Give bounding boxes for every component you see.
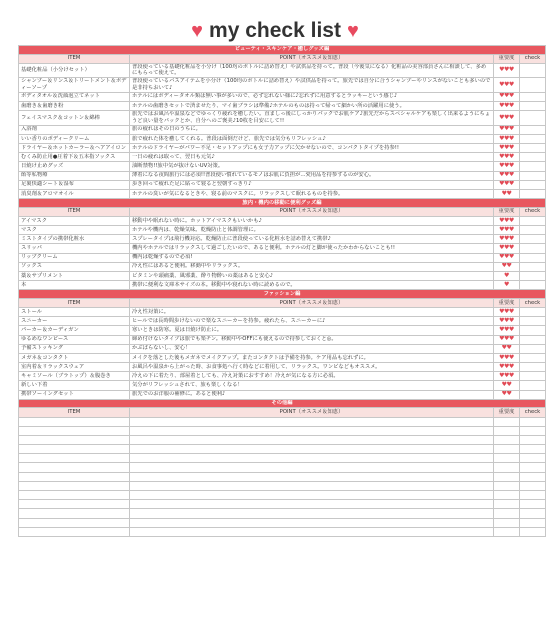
column-header-item: ITEM (19, 54, 130, 63)
priority-rating (494, 454, 520, 463)
check-cell[interactable] (520, 335, 546, 344)
point-cell: 機内は乾燥するので必須! (130, 253, 494, 262)
priority-rating: ♥♥♥ (494, 353, 520, 362)
point-cell: 旅先でのお洋服の補修に。あると便利♪ (130, 390, 494, 399)
blank-row (19, 509, 546, 518)
column-header-priority: 重要度 (494, 54, 520, 63)
blank-row (19, 426, 546, 435)
table-row (19, 271, 546, 280)
item-cell (19, 518, 130, 527)
priority-rating: ♥♥♥ (494, 171, 520, 180)
priority-rating: ♥ (494, 271, 520, 280)
item-cell (19, 454, 130, 463)
priority-rating (494, 426, 520, 435)
blank-row (19, 463, 546, 472)
point-cell: 機内やホテルではリラックスして過ごしたいので、あると便利。ホテルの灯と脚が使ったかわからないことも!! (130, 244, 494, 253)
check-cell[interactable] (520, 509, 546, 518)
blank-row (19, 445, 546, 454)
item-cell: パーカー＆カーディガン (19, 326, 130, 335)
table-row (19, 63, 546, 78)
item-cell: 新しい下着 (19, 381, 130, 390)
check-cell[interactable] (520, 426, 546, 435)
table-row (19, 134, 546, 143)
point-cell (130, 491, 494, 500)
item-cell (19, 491, 130, 500)
check-cell[interactable] (520, 78, 546, 93)
check-cell[interactable] (520, 244, 546, 253)
item-cell: 飴等私物療 (19, 171, 130, 180)
check-cell[interactable] (520, 171, 546, 180)
priority-rating (494, 481, 520, 490)
table-row (19, 78, 546, 93)
priority-rating: ♥♥♥ (494, 63, 520, 78)
check-cell[interactable] (520, 63, 546, 78)
check-cell[interactable] (520, 111, 546, 126)
point-cell (130, 481, 494, 490)
point-cell (130, 500, 494, 509)
check-cell[interactable] (520, 527, 546, 536)
priority-rating: ♥♥♥ (494, 244, 520, 253)
point-cell: お風呂や温泉から上がった時、お食事処へ行く時などに着用して、リラックス。ワンピなどもオススメ。 (130, 363, 494, 372)
point-cell: ヒールでは長時間歩けないので楽なスニーカーを持参。疲れたら、スニーカーに♪ (130, 317, 494, 326)
priority-rating: ♥♥♥ (494, 101, 520, 110)
check-cell[interactable] (520, 344, 546, 353)
table-row (19, 281, 546, 290)
priority-rating: ♥♥♥ (494, 307, 520, 316)
point-cell: 締め付けないタイプは旅でも楽チン。移動中やOFFにも使えるので持参しておくと◎。 (130, 335, 494, 344)
table-row (19, 92, 546, 101)
priority-rating (494, 500, 520, 509)
column-header-item: ITEM (19, 408, 130, 417)
check-cell[interactable] (520, 253, 546, 262)
item-cell (19, 426, 130, 435)
item-cell (19, 527, 130, 536)
priority-rating (494, 518, 520, 527)
priority-rating: ♥♥♥ (494, 216, 520, 225)
column-header-priority: 重要度 (494, 408, 520, 417)
table-row (19, 390, 546, 399)
priority-rating (494, 417, 520, 426)
column-header-check: check (520, 408, 546, 417)
item-cell: 基礎化粧品（小分けセット） (19, 63, 130, 78)
column-header-priority: 重要度 (494, 207, 520, 216)
column-header-point: POINT（オススメ＆知恵） (130, 54, 494, 63)
point-cell: 移動中や眠れない時に。ホットアイマスクもいいかも♪ (130, 216, 494, 225)
blank-row (19, 481, 546, 490)
table-row (19, 153, 546, 162)
point-cell: ビタミンや頭痛薬、風邪薬、酔り物酔いの薬はあると安心♪ (130, 271, 494, 280)
blank-row (19, 527, 546, 536)
point-cell: 冷えの下に着たり、部屋着としても、冷え対策におすすめ！冷えが気になる方に必須。 (130, 372, 494, 381)
item-cell (19, 445, 130, 454)
item-cell: ミストタイプの携帯化粧水 (19, 235, 130, 244)
check-cell[interactable] (520, 162, 546, 171)
table-row (19, 317, 546, 326)
priority-rating: ♥♥♥ (494, 162, 520, 171)
check-cell[interactable] (520, 500, 546, 509)
priority-rating: ♥♥♥ (494, 125, 520, 134)
priority-rating: ♥♥♥ (494, 372, 520, 381)
point-cell: 気分がリフレッシュされて、旅も楽しくなる！ (130, 381, 494, 390)
item-cell: 歯磨き＆歯磨き粉 (19, 101, 130, 110)
priority-rating (494, 435, 520, 444)
check-cell[interactable] (520, 454, 546, 463)
point-cell: 携帯に便利な文庫本サイズの本。移動中や寝れない時に読めるので。 (130, 281, 494, 290)
point-cell: 歩き回って疲れた足に貼って寝ると翌朝すっきり♪ (130, 180, 494, 189)
item-cell (19, 472, 130, 481)
priority-rating: ♥♥♥ (494, 134, 520, 143)
table-row (19, 143, 546, 152)
check-cell[interactable] (520, 281, 546, 290)
priority-rating: ♥♥♥ (494, 335, 520, 344)
item-cell: 携帯ソーイングセット (19, 390, 130, 399)
check-cell[interactable] (520, 353, 546, 362)
table-row (19, 381, 546, 390)
point-cell: 普段使っている基礎化粧品を小分け（100均のボトルに詰め替え）や試供品を持って。普段（今後気になる）化粧品の美容部員さんに相談して、多めにもらって使えて。 (130, 63, 494, 78)
check-cell[interactable] (520, 125, 546, 134)
item-cell (19, 417, 130, 426)
check-cell[interactable] (520, 189, 546, 198)
point-cell (130, 509, 494, 518)
table-row (19, 162, 546, 171)
check-cell[interactable] (520, 180, 546, 189)
check-cell[interactable] (520, 445, 546, 454)
point-cell: 冷え性対策に。 (130, 307, 494, 316)
check-cell[interactable] (520, 417, 546, 426)
section-header-row (19, 399, 546, 408)
column-header-point: POINT（オススメ＆知恵） (130, 408, 494, 417)
item-cell: 予備ストッキング (19, 344, 130, 353)
blank-row (19, 417, 546, 426)
table-row (19, 101, 546, 110)
priority-rating (494, 472, 520, 481)
table-row (19, 225, 546, 234)
point-cell: 一日の疲れは取って、翌日も元気♪ (130, 153, 494, 162)
item-cell: ソックス (19, 262, 130, 271)
column-header-point: POINT（オススメ＆知恵） (130, 207, 494, 216)
title-text: my check list (209, 19, 341, 42)
blank-row (19, 491, 546, 500)
checklist-sheet (18, 45, 545, 537)
heart-icon: ♥ (191, 20, 204, 42)
item-cell (19, 509, 130, 518)
check-cell[interactable] (520, 143, 546, 152)
item-cell: むくみ防止用●圧着下＆五本指ソックス (19, 153, 130, 162)
item-cell: 室内着＆リラックスウェア (19, 363, 130, 372)
check-cell[interactable] (520, 235, 546, 244)
check-cell[interactable] (520, 271, 546, 280)
priority-rating (494, 445, 520, 454)
table-row (19, 262, 546, 271)
point-cell: かぶばらないし、安心！ (130, 344, 494, 353)
item-cell: キャミソール（ブラトップ）＆腹巻き (19, 372, 130, 381)
priority-rating: ♥♥ (494, 390, 520, 399)
point-cell (130, 463, 494, 472)
item-cell: 入浴剤 (19, 125, 130, 134)
priority-rating: ♥♥ (494, 189, 520, 198)
check-cell[interactable] (520, 472, 546, 481)
point-cell: 寒いときは防寒。夏は日焼け防止に。 (130, 326, 494, 335)
point-cell: ホテルの歯磨きセットで済ませたり、マイ歯ブラシは準備♪ホテルのものは持って帰って細かい所の活躍用に使う。 (130, 101, 494, 110)
column-header-row (19, 54, 546, 63)
check-cell[interactable] (520, 518, 546, 527)
column-header-check: check (520, 207, 546, 216)
item-cell: ドライヤー＆ホットカーラー＆ヘアアイロン (19, 143, 130, 152)
point-cell: 普段使っているバスアイテムを小分け（100均のボトルに詰め替え）や試供品を持って。旅先では自分に合うシャンプーやリンスがないことも多いので是非持ちおいて♪ (130, 78, 494, 93)
check-cell[interactable] (520, 262, 546, 271)
table-row (19, 216, 546, 225)
priority-rating: ♥♥ (494, 262, 520, 271)
table-row (19, 372, 546, 381)
point-cell (130, 435, 494, 444)
point-cell (130, 445, 494, 454)
priority-rating: ♥♥♥ (494, 235, 520, 244)
page-title (191, 14, 359, 48)
priority-rating: ♥♥♥ (494, 143, 520, 152)
check-cell[interactable] (520, 381, 546, 390)
item-cell: マスク (19, 225, 130, 234)
item-cell (19, 435, 130, 444)
table-row (19, 111, 546, 126)
table-row (19, 326, 546, 335)
item-cell: 足裏快適シート＆湿布 (19, 180, 130, 189)
check-cell[interactable] (520, 326, 546, 335)
check-cell[interactable] (520, 101, 546, 110)
item-cell: アイマスク (19, 216, 130, 225)
point-cell: 旅で疲れた体を癒してくれる。普段は面倒だけど、旅先では気分もリフレッシュ♪ (130, 134, 494, 143)
point-cell (130, 472, 494, 481)
check-cell[interactable] (520, 491, 546, 500)
priority-rating (494, 509, 520, 518)
priority-rating (494, 463, 520, 472)
title-bar (0, 14, 550, 48)
item-cell: 薬＆サプリメント (19, 271, 130, 280)
point-cell: 薄着になる夜間旅行には必須!!普段使い慣れているモノはお肌に負担が...愛用品を持参するのが安心。 (130, 171, 494, 180)
blank-row (19, 435, 546, 444)
item-cell: 消臭剤＆アロマオイル (19, 189, 130, 198)
check-cell[interactable] (520, 134, 546, 143)
check-cell[interactable] (520, 225, 546, 234)
priority-rating (494, 491, 520, 500)
table-row (19, 235, 546, 244)
item-cell: リップクリーム (19, 253, 130, 262)
column-header-row (19, 207, 546, 216)
table-row (19, 363, 546, 372)
item-cell: ボディタオル＆洗顔泡立てネット (19, 92, 130, 101)
point-cell: メイクを落とした後もメガネでメイクアップ。またコンタクトは予備を持参。ケア用品も忘れずに。 (130, 353, 494, 362)
table-row (19, 244, 546, 253)
item-cell: 日焼け止めグッズ (19, 162, 130, 171)
section-header-row (19, 290, 546, 299)
table-row (19, 335, 546, 344)
blank-row (19, 500, 546, 509)
section-title: ファッション編 (19, 290, 546, 299)
check-cell[interactable] (520, 216, 546, 225)
point-cell (130, 426, 494, 435)
column-header-item: ITEM (19, 298, 130, 307)
check-cell[interactable] (520, 463, 546, 472)
item-cell: ストール (19, 307, 130, 316)
column-header-item: ITEM (19, 207, 130, 216)
priority-rating: ♥♥♥ (494, 92, 520, 101)
section-title: その他編 (19, 399, 546, 408)
section-header-row (19, 199, 546, 208)
column-header-point: POINT（オススメ＆知恵） (130, 298, 494, 307)
point-cell: 旅の疲れはその日のうちに。 (130, 125, 494, 134)
item-cell (19, 500, 130, 509)
point-cell (130, 527, 494, 536)
point-cell (130, 417, 494, 426)
item-cell: ゆるめなワンピース (19, 335, 130, 344)
priority-rating: ♥♥♥ (494, 253, 520, 262)
point-cell: ホテルの臭いが気になるときや、寝る前のマスクに。リラックスして眠れるものを持参。 (130, 189, 494, 198)
check-cell[interactable] (520, 390, 546, 399)
table-row (19, 180, 546, 189)
priority-rating (494, 527, 520, 536)
column-header-row (19, 408, 546, 417)
check-cell[interactable] (520, 317, 546, 326)
table-row (19, 171, 546, 180)
column-header-check: check (520, 298, 546, 307)
point-cell (130, 518, 494, 527)
item-cell: メガネ＆コンタクト (19, 353, 130, 362)
item-cell (19, 481, 130, 490)
priority-rating: ♥♥ (494, 344, 520, 353)
table-row (19, 125, 546, 134)
item-cell: 本 (19, 281, 130, 290)
column-header-check: check (520, 54, 546, 63)
point-cell (130, 454, 494, 463)
point-cell: ホテルにはボディータオル類は無い事が多いので、必ず忘れない様に♪忘れずに用意するとラッキーという感じ♪ (130, 92, 494, 101)
section-header-row (19, 46, 546, 55)
check-cell[interactable] (520, 481, 546, 490)
check-cell[interactable] (520, 372, 546, 381)
blank-row (19, 454, 546, 463)
section-title: ビューティ・スキンケア・癒しグッズ編 (19, 46, 546, 55)
check-cell[interactable] (520, 92, 546, 101)
table-row (19, 344, 546, 353)
blank-row (19, 472, 546, 481)
point-cell: ホテルのドライヤーがパワー不足・セットアップにも女子力アップに欠かせないので、コンパクトタイプを持参!! (130, 143, 494, 152)
point-cell: 冷え性にはあると便利。移動中やリラックス。 (130, 262, 494, 271)
check-cell[interactable] (520, 153, 546, 162)
column-header-row (19, 298, 546, 307)
check-cell[interactable] (520, 435, 546, 444)
check-cell[interactable] (520, 363, 546, 372)
priority-rating: ♥♥♥ (494, 317, 520, 326)
table-row (19, 253, 546, 262)
item-cell: フェイスマスク＆コットン＆綿棒 (19, 111, 130, 126)
item-cell (19, 463, 130, 472)
table-row (19, 307, 546, 316)
column-header-priority: 重要度 (494, 298, 520, 307)
point-cell: ホテルや機内は、乾燥気味。乾燥防止と体調管理に。 (130, 225, 494, 234)
blank-row (19, 518, 546, 527)
priority-rating: ♥♥♥ (494, 180, 520, 189)
point-cell: スプレータイプは飛行機対応。乾燥防止に普段使っている化粧水を詰め替えて携帯♪ (130, 235, 494, 244)
table-row (19, 353, 546, 362)
item-cell: スニーカー (19, 317, 130, 326)
section-title: 旅内・機内の移動に便利グッズ編 (19, 199, 546, 208)
checklist-table (18, 45, 546, 537)
heart-icon: ♥ (346, 20, 359, 42)
item-cell: シャンプー＆リンス＆トリートメント＆ボディーソープ (19, 78, 130, 93)
item-cell: いい香りのボディークリーム (19, 134, 130, 143)
item-cell: スリッパ (19, 244, 130, 253)
point-cell: 旅先ではお風呂や温泉などでゆっくり疲れを癒したい。直ましっ後にしっかりパックでお肌ケア♪旅先だからスペシャルケアも楽しく出来るようにちょうど良い量をパックとか、自分へのご褒美♪10枚を目安にして!! (130, 111, 494, 126)
priority-rating: ♥♥♥ (494, 363, 520, 372)
point-cell: 油断禁物!!旅中気が抜けないUV対策。 (130, 162, 494, 171)
priority-rating: ♥♥♥ (494, 225, 520, 234)
priority-rating: ♥♥ (494, 381, 520, 390)
priority-rating: ♥♥♥ (494, 111, 520, 126)
table-row (19, 189, 546, 198)
priority-rating: ♥ (494, 281, 520, 290)
priority-rating: ♥♥♥ (494, 326, 520, 335)
check-cell[interactable] (520, 307, 546, 316)
priority-rating: ♥♥♥ (494, 78, 520, 93)
priority-rating: ♥♥♥ (494, 153, 520, 162)
